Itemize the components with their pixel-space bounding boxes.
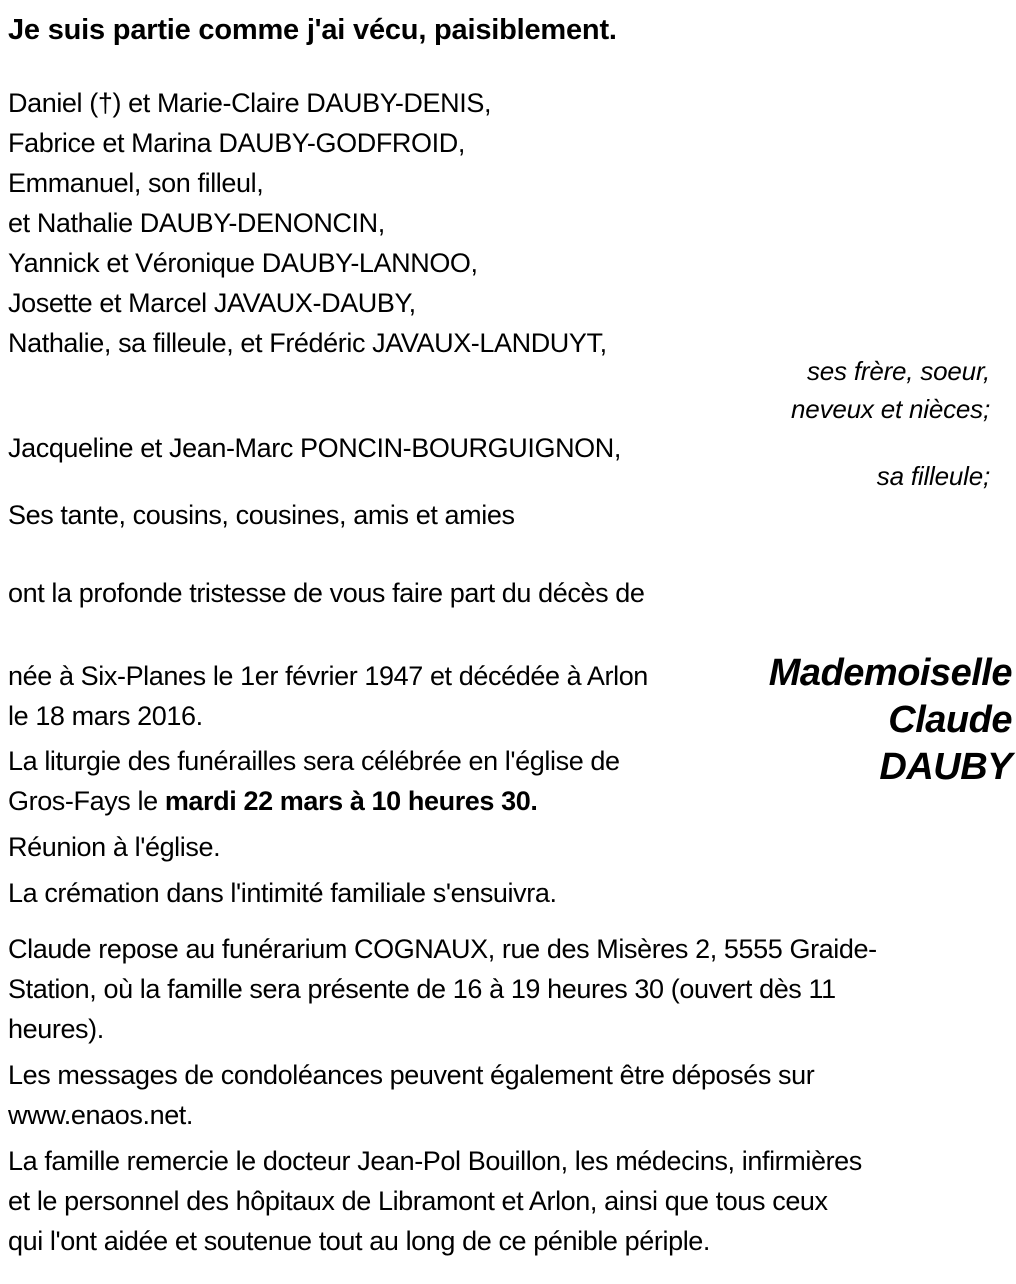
family-name-line: Fabrice et Marina DAUBY-GODFROID, (8, 128, 465, 158)
deceased-last-name: DAUBY (879, 746, 1012, 788)
repose-line: Station, où la famille sera présente de 16 à 19 heures 30 (ouvert dès 11 (8, 974, 836, 1004)
details-column (8, 656, 734, 821)
goddaughter-family-line: Jacqueline et Jean-Marc PONCIN-BOURGUIGNON, (8, 433, 621, 463)
epitaph-quote: Je suis partie comme j'ai vécu, paisiblement. (8, 14, 617, 46)
life-dates-paragraph (8, 656, 734, 736)
condolences-line: Les messages de condoléances peuvent également être déposés sur (8, 1060, 815, 1090)
thanks-line: La famille remercie le docteur Jean-Pol Bouillon, les médecins, infirmières (8, 1146, 862, 1176)
family-name-line: Josette et Marcel JAVAUX-DAUBY, (8, 288, 416, 318)
life-dates-line: née à Six-Planes le 1er février 1947 et décédée à Arlon (8, 661, 648, 691)
repose-line: heures). (8, 1014, 104, 1044)
thanks-paragraph (8, 1141, 1012, 1261)
liturgy-date-bold: mardi 22 mars à 10 heures 30. (164, 786, 538, 816)
deceased-title: Mademoiselle (768, 652, 1012, 694)
meeting-line: Réunion à l'église. (8, 832, 221, 862)
cremation-line: La crémation dans l'intimité familiale s'ensuivra. (8, 878, 557, 908)
deceased-first-name: Claude (888, 699, 1012, 741)
relation-siblings (8, 352, 1012, 428)
repose-line: Claude repose au funérarium COGNAUX, rue des Misères 2, 5555 Graide- (8, 934, 877, 964)
liturgy-line: La liturgie des funérailles sera célébrée en l'église de (8, 746, 620, 776)
family-name-line: Daniel (†) et Marie-Claire DAUBY-DENIS, (8, 88, 492, 118)
condolences-website-line: www.enaos.net. (8, 1100, 194, 1130)
deceased-name-block (734, 650, 1012, 791)
details-and-name-section (8, 652, 1012, 821)
family-names-list (8, 83, 1012, 363)
life-dates-line: le 18 mars 2016. (8, 701, 203, 731)
relatives-line: Ses tante, cousins, cousines, amis et amies (8, 500, 515, 530)
family-name-line: Yannick et Véronique DAUBY-LANNOO, (8, 248, 478, 278)
thanks-line: et le personnel des hôpitaux de Libramont et Arlon, ainsi que tous ceux (8, 1186, 828, 1216)
family-name-line: Emmanuel, son filleul, (8, 168, 264, 198)
thanks-line: qui l'ont aidée et soutenue tout au long de ce pénible périple. (8, 1226, 711, 1256)
repose-paragraph (8, 929, 1012, 1049)
relation-line: ses frère, soeur, (806, 356, 990, 386)
family-name-line: Nathalie, sa filleule, et Frédéric JAVAUX-LANDUYT, (8, 328, 607, 358)
announcement-line: ont la profonde tristesse de vous faire part du décès de (8, 578, 645, 608)
condolences-paragraph (8, 1055, 1012, 1135)
relation-line: neveux et nièces; (791, 394, 990, 424)
liturgy-date-prefix: Gros-Fays le (8, 786, 165, 816)
liturgy-paragraph (8, 741, 734, 821)
liturgy-line (8, 781, 734, 821)
family-name-line: et Nathalie DAUBY-DENONCIN, (8, 208, 385, 238)
relation-line: sa filleule; (876, 461, 990, 491)
